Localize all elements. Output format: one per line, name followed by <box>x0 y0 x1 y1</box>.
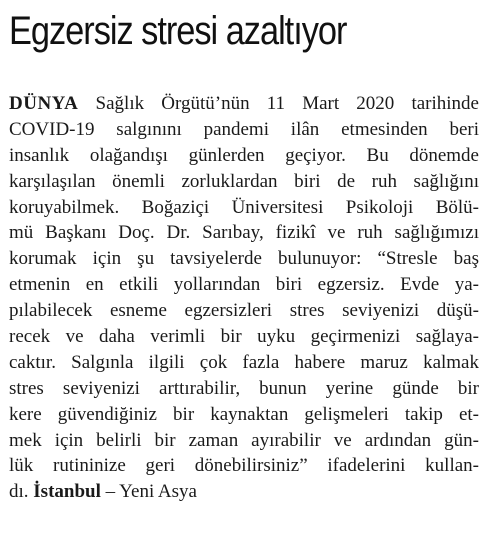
dateline: DÜNYA <box>9 93 79 114</box>
article-line: lük rutininize geri dönebilirsiniz” ifadelerini kullan- <box>9 455 479 477</box>
article-line: insanlık olağandışı günlerden geçiyor. Bu dönemde <box>9 144 479 166</box>
source-credit: – Yeni Asya <box>100 481 197 503</box>
article-text: Sağlık Örgütü’nün 11 Mart 2020 tarihinde <box>78 93 479 114</box>
article-line: recek ve daha verimli bir uyku geçirmenizi sağlaya- <box>9 326 479 348</box>
article-body <box>9 91 479 505</box>
article-line <box>9 479 479 505</box>
article-line: mek için belirli bir zaman ayırabilir ve ardından gün- <box>9 429 479 451</box>
article-line: karşılaşılan önemli zorluklardan biri de ruh sağlığını <box>9 170 479 192</box>
article-line: COVID-19 salgınını pandemi ilân etmesinden beri <box>9 118 479 140</box>
article-line: mü Başkanı Doç. Dr. Sarıbay, fizikî ve ruh sağlığımızı <box>9 222 479 244</box>
article-line: etmenin en etkili yollarından biri egzersiz. Evde ya- <box>9 274 479 296</box>
article-line: korumak için şu tavsiyelerde bulunuyor: “Stresle baş <box>9 248 479 270</box>
city-credit: İstanbul <box>33 481 101 503</box>
headline: Egzersiz stresi azaltıyor <box>9 9 347 53</box>
article-line: stres seviyenizi arttırabilir, bunun yerine günde bir <box>9 377 479 399</box>
article-line <box>9 91 479 117</box>
article-line: pılabilecek esneme egzersizleri stres seviyenizi düşü- <box>9 300 479 322</box>
article-text: dı. <box>9 481 34 503</box>
article-line: kere güvendiğiniz bir kaynaktan gelişmeleri takip et- <box>9 403 479 425</box>
article-line: koruyabilmek. Boğaziçi Üniversitesi Psikoloji Bölü- <box>9 196 479 218</box>
article-line: caktır. Salgınla ilgili çok fazla habere maruz kalmak <box>9 351 479 373</box>
